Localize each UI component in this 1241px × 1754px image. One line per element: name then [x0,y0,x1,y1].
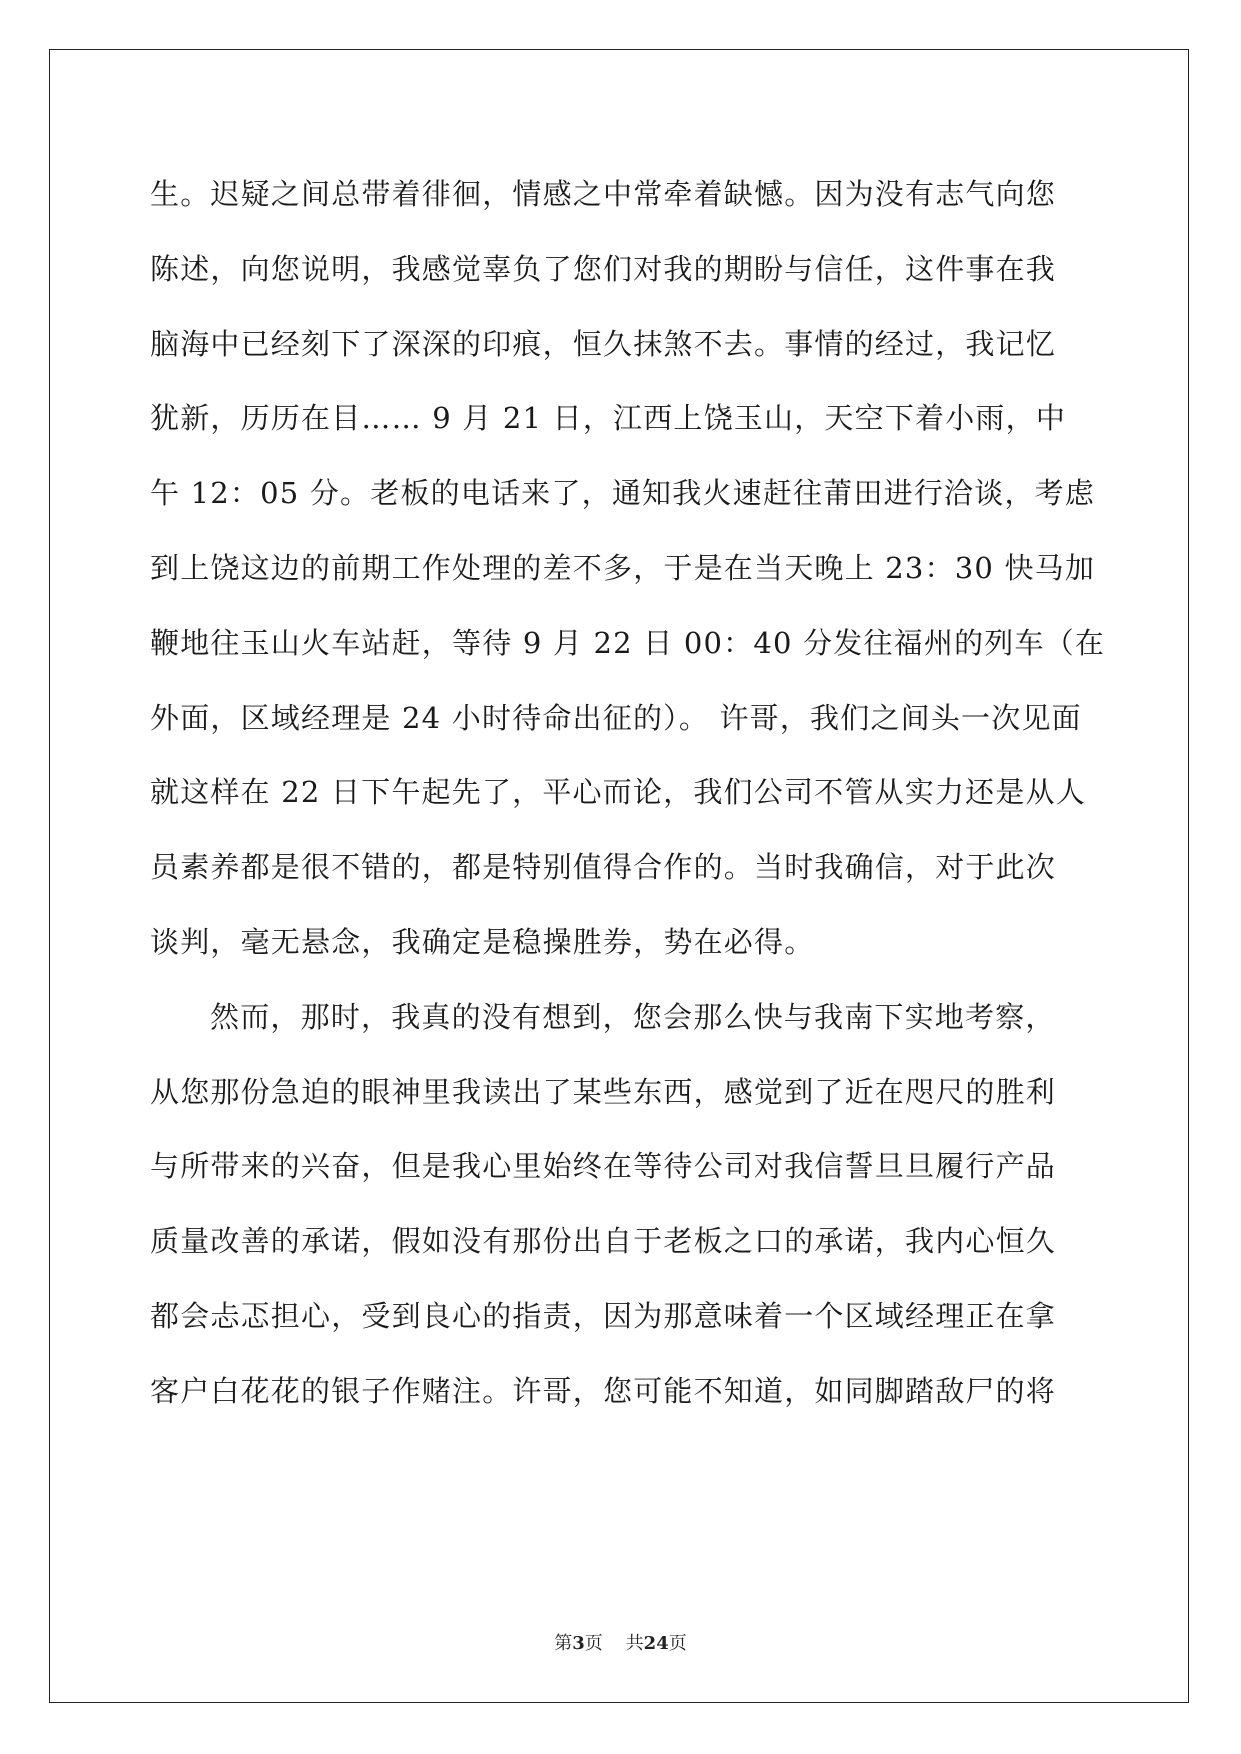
total-pages: 24 [643,1633,669,1654]
footer-total-prefix: 共 [625,1633,644,1654]
text-line: 生。迟疑之间总带着徘徊，情感之中常牵着缺憾。因为没有志气向您 [150,177,1057,211]
text-line: 就这样在 22 日下午起先了，平心而论，我们公司不管从实力还是从人 [150,775,1086,810]
text-line: 都会忐忑担心，受到良心的指责，因为那意味着一个区域经理正在拿 [150,1298,1057,1333]
footer-total-suffix: 页 [668,1633,687,1654]
text-line: 质量改善的承诺，假如没有那份出自于老板之口的承诺，我内心恒久 [150,1224,1057,1259]
text-line: 从您那份急迫的眼神里我读出了某些东西，感觉到了近在咫尺的胜利 [150,1074,1057,1109]
text-line: 谈判，毫无悬念，我确定是稳操胜券，势在必得。 [150,924,815,959]
text-line: 客户白花花的银子作赌注。许哥，您可能不知道，如同脚踏敌尸的将 [150,1373,1057,1408]
text-line: 与所带来的兴奋，但是我心里始终在等待公司对我信誓旦旦履行产品 [150,1149,1057,1184]
text-line: 鞭地往玉山火车站赶，等待 9 月 22 日 00：40 分发往福州的列车（在 [150,625,1106,660]
page-footer [0,1629,1241,1655]
text-line: 午 12：05 分。老板的电话来了，通知我火速赶往莆田进行洽谈，考虑 [150,476,1096,511]
text-line: 脑海中已经刻下了深深的印痕，恒久抹煞不去。事情的经过，我记忆 [150,326,1057,361]
text-line: 到上饶这边的前期工作处理的差不多，于是在当天晚上 23：30 快马加 [150,550,1096,585]
paragraph-first-line: 然而，那时，我真的没有想到，您会那么快与我南下实地考察， [210,999,1056,1034]
footer-page-suffix: 页 [584,1633,603,1654]
text-line: 陈述，向您说明，我感觉辜负了您们对我的期盼与信任，这件事在我 [150,251,1057,286]
footer-prefix: 第 [554,1633,573,1654]
page-number: 3 [572,1633,585,1654]
document-body [150,157,1106,1429]
text-line: 员素养都是很不错的，都是特别值得合作的。当时我确信，对于此次 [150,850,1057,885]
text-line: 外面，区域经理是 24 小时待命出征的）。 许哥，我们之间头一次见面 [150,700,1082,735]
text-line: 犹新，历历在目…… 9 月 21 日，江西上饶玉山，天空下着小雨，中 [150,401,1067,436]
